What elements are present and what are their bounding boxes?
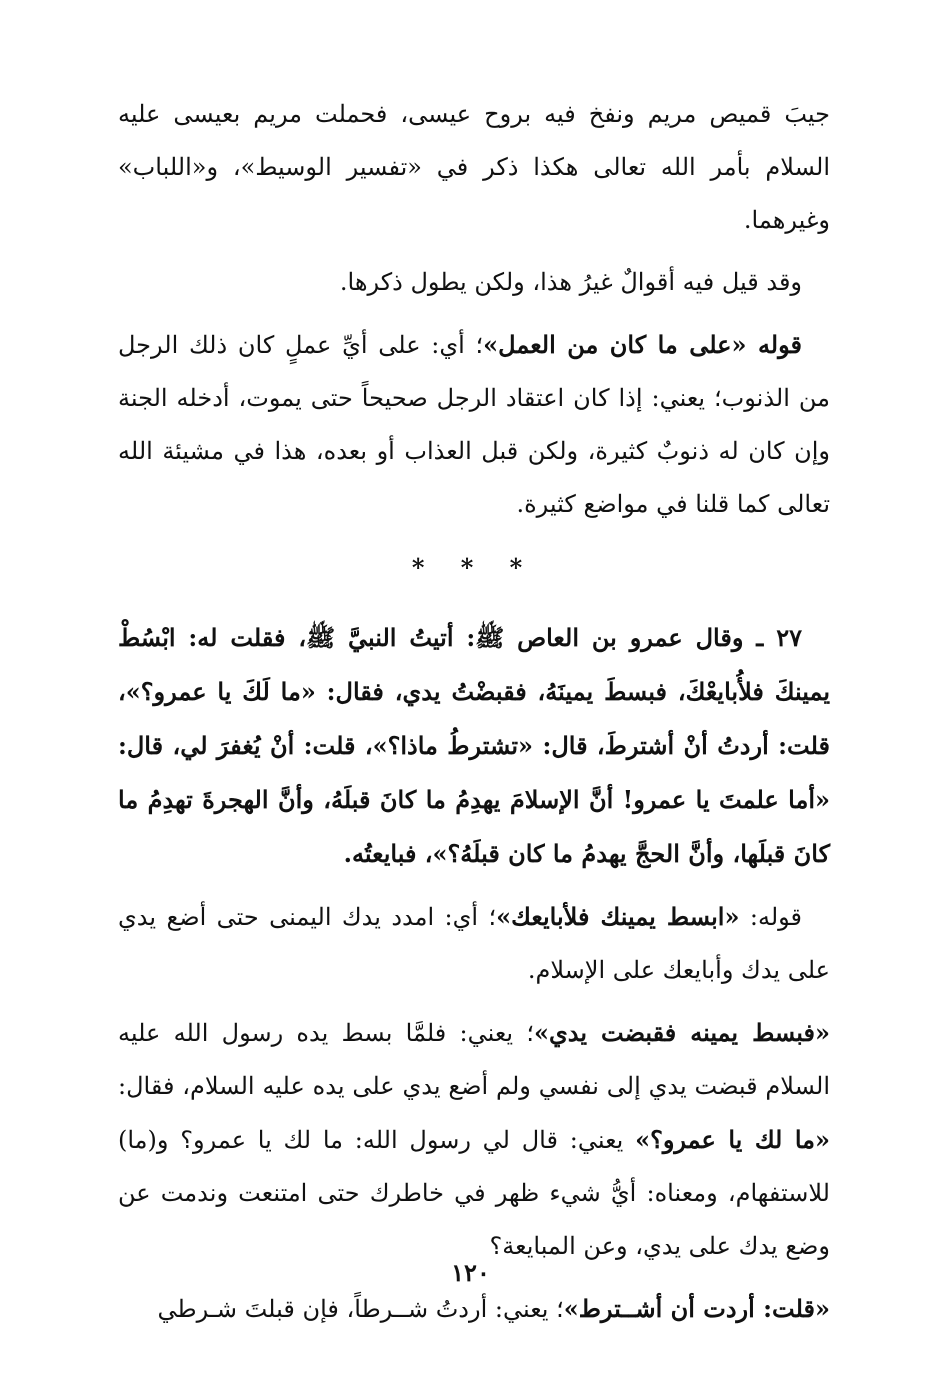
paragraph-2-text: وقد قيل فيه أقوالٌ غيرُ هذا، ولكن يطول ذكرها. bbox=[339, 268, 802, 296]
paragraph-6-quote-2: «ما لك يا عمرو؟» bbox=[635, 1125, 831, 1154]
paragraph-1-text: جيبَ قميص مريم ونفخ فيه بروح عيسى، فحملت مريم بعيسى عليه السلام بأمر الله تعالى هكذا ذكر في «تفسير الوسيط»، و«اللباب» وغيرهما. bbox=[118, 100, 830, 234]
section-separator: * * * bbox=[411, 553, 537, 582]
paragraph-6-quote-1: «فبسط يمينه فقبضت يدي» bbox=[533, 1018, 830, 1047]
paragraph-7 bbox=[118, 1282, 830, 1336]
paragraph-5-lead: قوله: bbox=[739, 903, 803, 931]
paragraph-5 bbox=[118, 890, 830, 997]
paragraph-5-quote: «ابسط يمينك فلأبايعك» bbox=[496, 902, 740, 931]
paragraph-1 bbox=[118, 88, 830, 247]
paragraph-3 bbox=[118, 318, 830, 531]
paragraph-6 bbox=[118, 1006, 830, 1273]
page-body bbox=[118, 88, 830, 1336]
page-number: ١٢٠ bbox=[451, 1258, 490, 1287]
paragraph-2 bbox=[118, 256, 830, 309]
hadith-27-text: ٢٧ ـ وقال عمرو بن العاص ﷺ: أتيتُ النبيَّ ﷺ، فقلت له: ابْسُطْ يمينكَ فلأُبايعْكَ، فبسطَ يمينَهُ، فقبضْتُ يدي، فقال: «ما لَكَ يا عمرو؟»، قلت: أردتُ أنْ أشترطَ، قال: «تشترطُ ماذا؟»، قلت: أنْ يُغفرَ لي، قال: «أما علمتَ يا عمرو! أنَّ الإسلامَ يهدِمُ ما كانَ قبلَهُ، وأنَّ الهجرةَ تهدِمُ ما كانَ قبلَها، وأنَّ الحجَّ يهدمُ ما كان قبلَهُ؟»، فبايعتُه. bbox=[118, 623, 830, 868]
paragraph-3-text: ؛ أي: على أيِّ عملٍ كان ذلك الرجل من الذنوب؛ يعني: إذا كان اعتقاد الرجل صحيحاً حتى يموت، أدخله الجنة وإن كان له ذنوبٌ كثيرة، ولكن قبل العذاب أو بعده، هذا في مشيئة الله تعالى كما قلنا في مواضع كثيرة. bbox=[118, 331, 830, 518]
paragraph-3-quote: قوله «على ما كان من العمل» bbox=[483, 330, 802, 359]
paragraph-7-text: ؛ يعني: أردتُ شــرطاً، فإن قبلتَ شـرطي bbox=[157, 1295, 564, 1323]
paragraph-7-quote: «قلت: أردت أن أشــترط» bbox=[563, 1294, 830, 1323]
hadith-27 bbox=[118, 611, 830, 881]
paragraph-6-text-2: يعني: قال لي رسول الله: ما لك يا عمرو؟ و(ما) للاستفهام، ومعناه: أيُّ شيء ظهر في خاطرك حتى امتنعت وندمت عن وضع يدك على يدي، وعن المبايعة؟ bbox=[118, 1126, 830, 1260]
paragraph-5-text: ؛ أي: امدد يدك اليمنى حتى أضع يدي على يدك وأبايعك على الإسلام. bbox=[118, 903, 830, 984]
paragraph-6-text-1: ؛ يعني: فلمَّا بسط يده رسول الله عليه السلام قبضت يدي إلى نفسي ولم أضع يدي على يده عليه السلام، فقال: bbox=[118, 1019, 830, 1100]
